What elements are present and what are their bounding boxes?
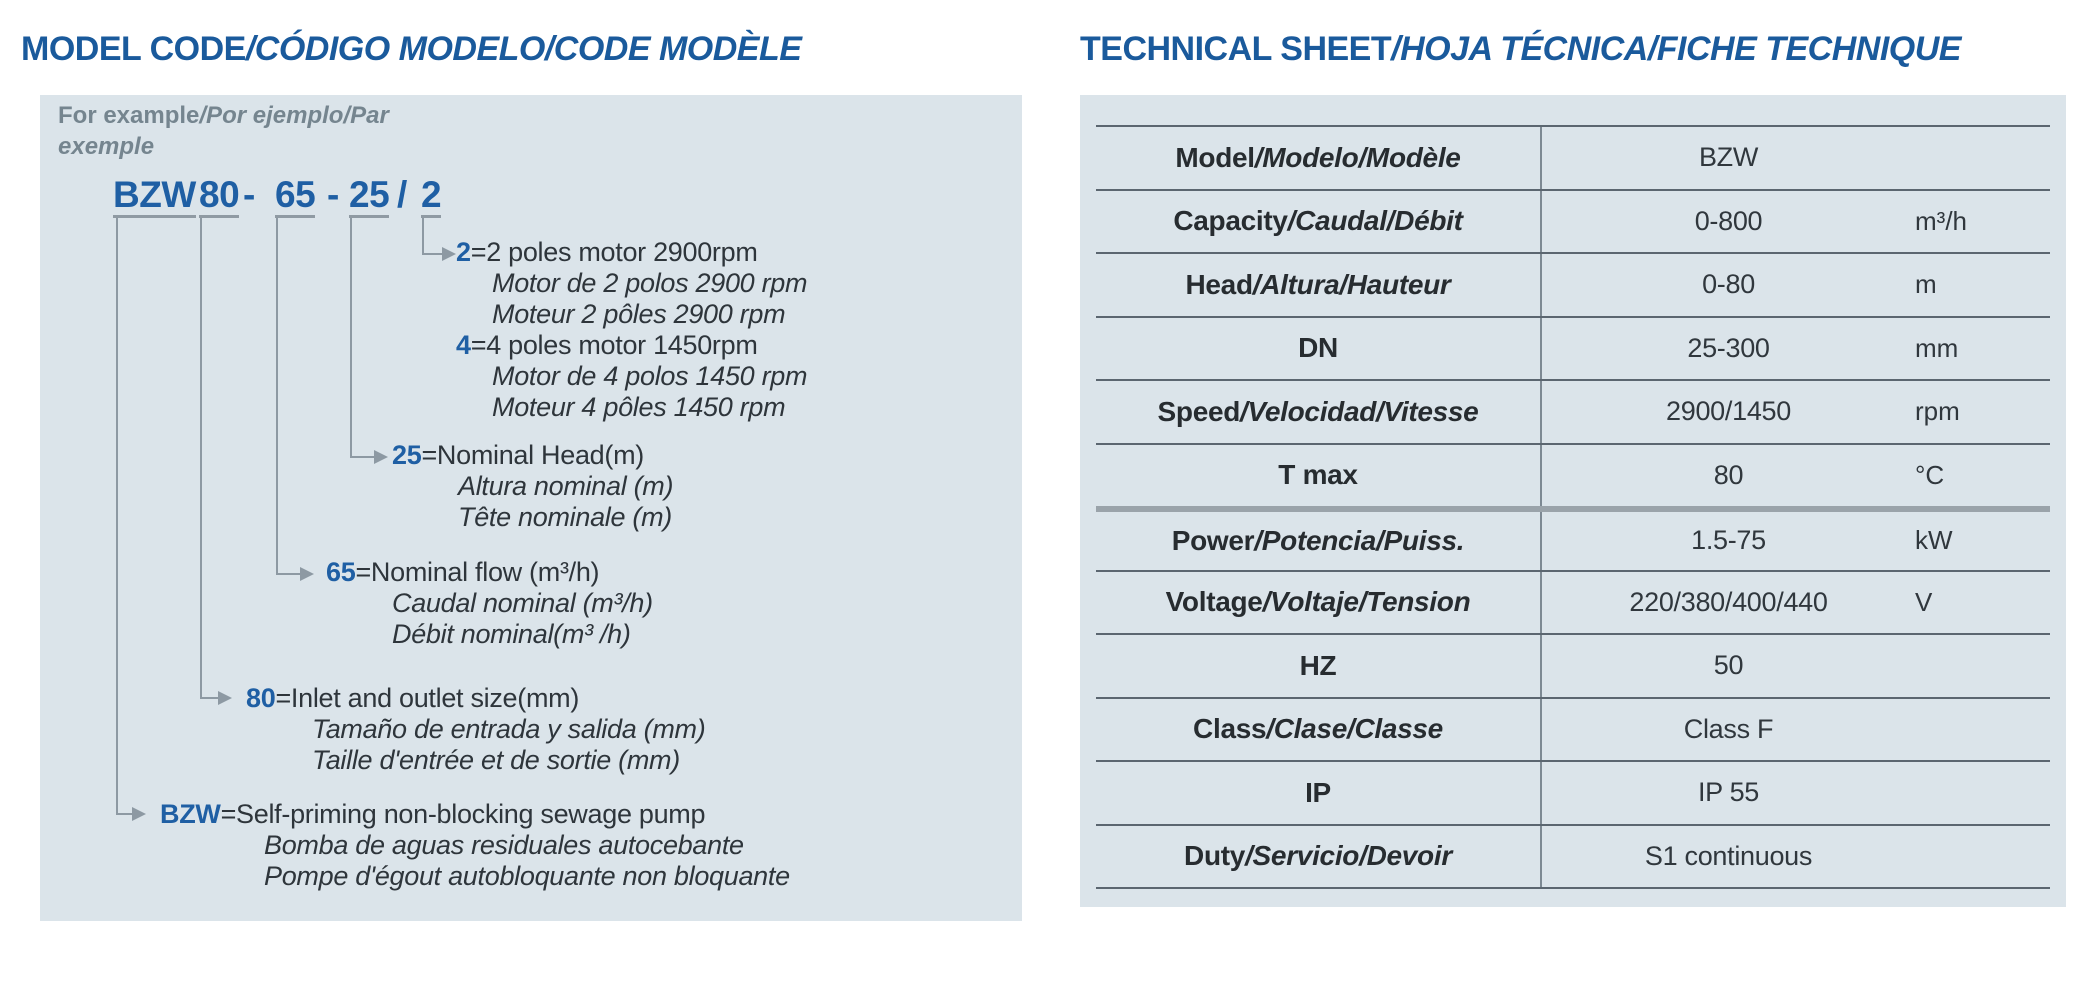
code-entry-80 <box>246 683 705 776</box>
table-row-ip <box>1096 760 2050 824</box>
technical-sheet-title-translations: /HOJA TÉCNICA/FICHE TECHNIQUE <box>1391 30 1961 68</box>
spec-value: IP 55 <box>1697 777 1760 808</box>
spec-label-en: Duty <box>1184 840 1246 872</box>
entry-equals: = <box>220 799 237 829</box>
spec-label-translations: /Voltaje/Tension <box>1262 586 1471 618</box>
arrow-right-icon <box>132 807 146 821</box>
tree-elbow-80 <box>200 697 218 699</box>
model-code-title-en: MODEL CODE <box>21 30 246 68</box>
entry-key: 65 <box>326 557 356 587</box>
table-row-dn <box>1096 316 2050 380</box>
entry-line-en <box>326 557 653 588</box>
table-row-capacity <box>1096 189 2050 253</box>
entry-equals: = <box>275 683 291 713</box>
tree-line-65 <box>276 218 278 575</box>
spec-table <box>1096 125 2050 889</box>
table-row-class <box>1096 697 2050 761</box>
tree-line-2 <box>422 218 424 255</box>
entry-description-en: 4 poles motor 1450rpm <box>486 330 758 360</box>
tree-elbow-25 <box>350 456 374 458</box>
technical-sheet-title <box>1080 30 1961 69</box>
spec-label <box>1096 254 1542 316</box>
arrow-right-icon <box>218 691 232 705</box>
tree-line-25 <box>350 218 352 458</box>
table-row-voltage <box>1096 570 2050 634</box>
code-entry-2 <box>456 237 807 330</box>
spec-unit: m³/h <box>1915 205 1967 236</box>
entry-key: 2 <box>456 237 471 267</box>
entry-description-en: Inlet and outlet size(mm) <box>290 683 580 713</box>
entry-description-es: Caudal nominal (m³/h) <box>392 588 653 618</box>
technical-sheet-title-en: TECHNICAL SHEET <box>1080 30 1392 68</box>
tree-elbow-65 <box>276 573 300 575</box>
code-separator: - <box>327 174 339 215</box>
table-row-power <box>1096 506 2050 570</box>
entry-line-en <box>392 440 673 471</box>
entry-description-fr: Tête nominale (m) <box>458 502 672 532</box>
tree-line-80 <box>200 218 202 699</box>
spec-unit: mm <box>1915 332 1959 363</box>
code-separator: - <box>243 174 255 215</box>
spec-unit: m <box>1915 269 1937 300</box>
entry-description-es: Motor de 4 polos 1450 rpm <box>492 361 808 391</box>
spec-label-translations: /Altura/Hauteur <box>1252 268 1451 300</box>
tree-elbow-2 <box>422 253 442 255</box>
spec-label-en: DN <box>1298 332 1338 364</box>
spec-label-translations: /Servicio/Devoir <box>1245 840 1452 872</box>
entry-description-fr: Moteur 4 pôles 1450 rpm <box>492 392 786 422</box>
spec-value: Class F <box>1683 713 1774 744</box>
spec-value: 25-300 <box>1687 332 1770 363</box>
entry-equals: = <box>470 237 487 267</box>
spec-label-en: Class <box>1193 713 1267 745</box>
spec-value: 220/380/400/440 <box>1629 586 1828 617</box>
spec-label <box>1096 127 1542 189</box>
spec-label-en: HZ <box>1299 649 1337 681</box>
tree-elbow-bzw <box>116 813 132 815</box>
code-entry-25 <box>392 440 673 533</box>
spec-label-en: Voltage <box>1165 586 1263 618</box>
spec-label <box>1096 572 1542 634</box>
spec-unit: V <box>1915 586 1933 617</box>
arrow-right-icon <box>300 567 314 581</box>
spec-label-translations: /Potencia/Puiss. <box>1254 524 1465 556</box>
entry-key: BZW <box>160 799 221 829</box>
spec-value: 0-80 <box>1702 269 1755 300</box>
entry-description-es: Altura nominal (m) <box>458 471 674 501</box>
entry-line-en <box>160 799 790 830</box>
spec-label-en: Power <box>1171 524 1255 556</box>
entry-line-en <box>456 330 807 361</box>
entry-key: 80 <box>246 683 276 713</box>
entry-description-es: Motor de 2 polos 2900 rpm <box>492 268 808 298</box>
table-row-model <box>1096 125 2050 189</box>
spec-value: 0-800 <box>1694 205 1763 236</box>
spec-label-en: T max <box>1278 459 1358 491</box>
spec-label-translations: /Caudal/Débit <box>1287 205 1463 237</box>
spec-label <box>1096 445 1542 507</box>
entry-description-en: Nominal Head(m) <box>436 440 644 470</box>
code-part: 2 <box>421 176 441 218</box>
spec-label <box>1096 318 1542 380</box>
entry-description-es: Bomba de aguas residuales autocebante <box>264 830 744 860</box>
code-entry-65 <box>326 557 653 650</box>
table-row-tmax <box>1096 443 2050 507</box>
entry-description-en: Nominal flow (m³/h) <box>370 557 600 587</box>
table-row-speed <box>1096 379 2050 443</box>
spec-label-en: IP <box>1305 776 1331 808</box>
tree-line-bzw <box>116 218 118 815</box>
spec-label-translations: /Modelo/Modèle <box>1254 141 1461 173</box>
spec-label <box>1096 699 1542 761</box>
entry-line-en <box>456 237 807 268</box>
spec-label <box>1096 762 1542 824</box>
spec-label-translations: /Clase/Classe <box>1266 713 1443 745</box>
spec-value: 1.5-75 <box>1691 525 1766 556</box>
code-separator: / <box>397 174 407 215</box>
spec-value: 50 <box>1713 650 1744 681</box>
entry-description-fr: Moteur 2 pôles 2900 rpm <box>492 299 786 329</box>
spec-label <box>1096 381 1542 443</box>
entry-equals: = <box>355 557 371 587</box>
entry-description-fr: Taille d'entrée et de sortie (mm) <box>312 745 680 775</box>
spec-value: S1 continuous <box>1644 840 1813 871</box>
spec-value: 80 <box>1713 459 1744 490</box>
table-row-hz <box>1096 633 2050 697</box>
example-label-en: For example <box>58 102 200 129</box>
code-part: 25 <box>349 176 389 218</box>
spec-value: 2900/1450 <box>1666 396 1791 427</box>
spec-label-en: Speed <box>1157 395 1241 427</box>
spec-label <box>1096 826 1542 888</box>
spec-label-translations: /Velocidad/Vitesse <box>1240 395 1479 427</box>
code-part: BZW <box>113 176 196 218</box>
spec-label <box>1096 191 1542 253</box>
code-part: 65 <box>275 176 315 218</box>
spec-label-en: Head <box>1185 268 1253 300</box>
arrow-right-icon <box>374 450 388 464</box>
entry-description-fr: Débit nominal(m³ /h) <box>392 619 631 649</box>
arrow-right-icon <box>442 247 456 261</box>
example-label <box>58 100 448 162</box>
table-row-head <box>1096 252 2050 316</box>
spec-label <box>1096 635 1542 697</box>
entry-description-en: 2 poles motor 2900rpm <box>486 237 758 267</box>
model-code-title <box>21 30 801 69</box>
code-entry-4 <box>456 330 807 423</box>
spec-label-en: Model <box>1175 141 1255 173</box>
spec-unit: rpm <box>1915 396 1960 427</box>
entry-description-en: Self-priming non-blocking sewage pump <box>236 799 706 829</box>
spec-unit: °C <box>1915 459 1945 490</box>
code-part: 80 <box>199 176 239 218</box>
entry-equals: = <box>470 330 487 360</box>
spec-label-en: Capacity <box>1173 205 1288 237</box>
spec-label <box>1096 512 1542 570</box>
entry-description-fr: Pompe d'égout autobloquante non bloquante <box>264 861 790 891</box>
entry-equals: = <box>421 440 437 470</box>
entry-key: 25 <box>392 440 422 470</box>
spec-unit: kW <box>1915 525 1953 556</box>
entry-key: 4 <box>456 330 471 360</box>
code-entry-bzw <box>160 799 790 892</box>
example-label-translations: /Por ejemplo/Par exemple <box>58 102 389 160</box>
entry-description-es: Tamaño de entrada y salida (mm) <box>312 714 706 744</box>
entry-line-en <box>246 683 705 714</box>
table-row-duty <box>1096 824 2050 888</box>
model-code-title-translations: /CÓDIGO MODELO/CODE MODÈLE <box>245 30 802 68</box>
spec-value: BZW <box>1698 142 1759 173</box>
